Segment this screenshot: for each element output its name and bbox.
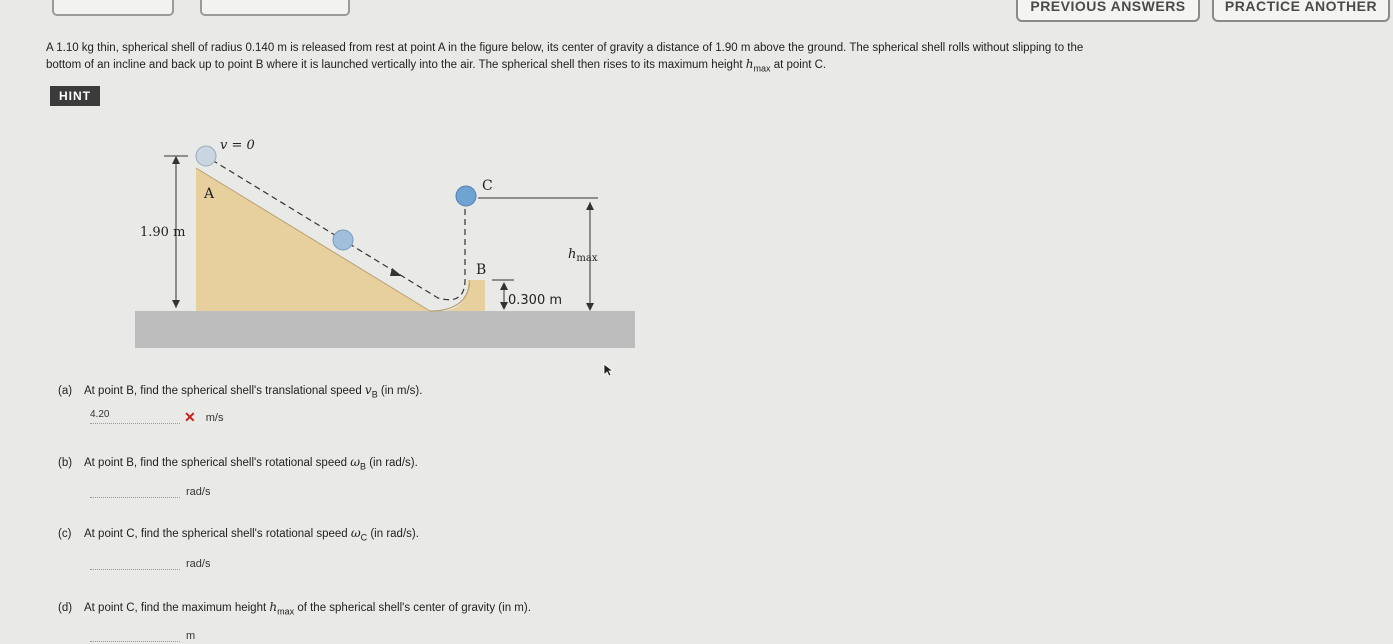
previous-part-button-left[interactable] — [52, 0, 174, 16]
v-zero-label: v = 0 — [220, 138, 255, 153]
problem-line-1: A 1.10 kg thin, spherical shell of radius 0.140 m is released from rest at point A in the figure below, its center of gravity a distance of 1.90 m above the ground. The spherical shell rolls without slipping to the — [46, 42, 1084, 54]
answer-row-b — [90, 480, 210, 498]
incorrect-x-icon: ✕ — [184, 409, 196, 425]
label-b: B — [476, 262, 487, 278]
practice-another-button[interactable]: PRACTICE ANOTHER — [1212, 0, 1390, 22]
problem-statement — [46, 40, 1366, 76]
answer-input-d[interactable] — [90, 624, 180, 642]
answer-row-a — [90, 406, 223, 424]
question-c: (c) At point C, find the spherical shell's rotational speed $\omega_C$ (in rad/s). — [58, 526, 419, 543]
ball-at-c — [456, 186, 476, 206]
unit-b: rad/s — [186, 486, 211, 498]
previous-answers-button[interactable]: PREVIOUS ANSWERS — [1016, 0, 1200, 22]
ramp-height-label: 0.300 m — [508, 293, 563, 308]
height-label: 1.90 m — [140, 225, 186, 240]
question-a: (a) At point B, find the spherical shell's translational speed $v_B$ (in m/s). — [58, 383, 423, 400]
hint-button[interactable]: HINT — [50, 86, 100, 106]
hmax-label: $h_{max}$ — [568, 247, 598, 264]
answer-input-a[interactable] — [90, 406, 180, 424]
ground — [135, 311, 635, 348]
unit-a: m/s — [205, 412, 224, 424]
unit-c: rad/s — [186, 558, 211, 570]
question-b: (b) At point B, find the spherical shell's rotational speed $\omega_B$ (in rad/s). — [58, 455, 418, 472]
direction-arrow — [390, 268, 402, 276]
label-c: C — [482, 178, 493, 194]
answer-row-c — [90, 552, 210, 570]
ball-mid — [333, 230, 353, 250]
previous-part-button-right[interactable] — [200, 0, 350, 16]
incline-figure — [130, 128, 635, 348]
answer-input-c[interactable] — [90, 552, 180, 570]
problem-line-2: bottom of an incline and back up to point B where it is launched vertically into the air. The spherical shell then rises to its maximum height $h_{max}$ at point C. — [46, 57, 827, 74]
question-d: (d) At point C, find the maximum height $h_{max}$ of the spherical shell's center of gravity (in m). — [58, 600, 531, 617]
ball-at-a — [196, 146, 216, 166]
unit-d: m — [186, 630, 196, 642]
answer-row-d — [90, 624, 195, 642]
answer-input-b[interactable] — [90, 480, 180, 498]
label-a: A — [204, 186, 215, 202]
mouse-cursor-icon — [603, 363, 613, 377]
